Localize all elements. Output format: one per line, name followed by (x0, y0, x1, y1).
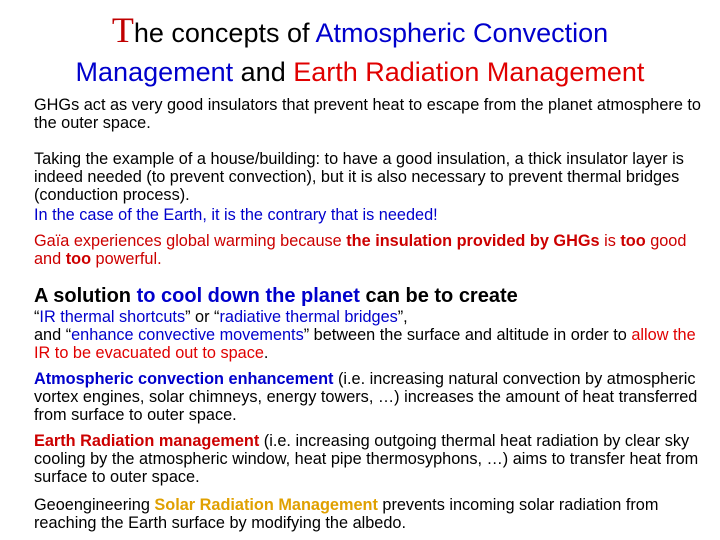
s4-part-a: Geoengineering (34, 496, 155, 514)
s4-part-c: prevents incoming solar radiation from reaching the Earth surface by modifying the albedo. (34, 496, 659, 532)
solution-paragraph-2 (34, 370, 714, 424)
title-highlight-management: Management (75, 57, 234, 87)
intro-paragraph-2: Taking the example of a house/building: to have a good insulation, a thick insulator layer is indeed needed (to prevent convection), but it is also necessary to prevent thermal bridges (conduction process). (34, 150, 684, 204)
title-and: and (233, 57, 294, 87)
s1-part-j: . (263, 344, 269, 362)
s1-allow-ir: allow the IR to be evacuated out to space (34, 326, 696, 362)
title-highlight-convection: Atmospheric Convection (315, 18, 609, 48)
s1-part-c: ” or “ (185, 308, 220, 326)
p4-part-b: the insulation provided by GHGs (346, 232, 600, 250)
p4-part-g: powerful. (91, 250, 162, 268)
solution-paragraph-4 (34, 496, 714, 532)
intro-paragraph-4 (34, 232, 714, 268)
s1-enhance-convective: enhance convective movements (71, 326, 304, 344)
title-text: he concepts of (133, 18, 316, 48)
s1-part-e: ”, (397, 308, 408, 326)
intro-paragraph-3: In the case of the Earth, it is the contrary that is needed! (34, 206, 438, 224)
s2-convection-enhancement: Atmospheric convection enhancement (34, 370, 334, 388)
s3-text: (i.e. increasing outgoing thermal heat radiation by clear sky cooling by the atmospheric window, heat pipe thermosyphons, …) aims to transfer heat from surface to outer space. (34, 432, 699, 486)
p4-part-e: good and (34, 232, 687, 268)
s1-ir-shortcuts: IR thermal shortcuts (39, 308, 186, 326)
s2-text: (i.e. increasing natural convection by atmospheric vortex engines, solar chimneys, energy towers, …) increases the amount of heat transferred from surface to outer space. (34, 370, 698, 424)
s1-part-f: and “ (34, 326, 72, 344)
p4-part-c: is (599, 232, 621, 250)
intro-paragraph-1: GHGs act as very good insulators that prevent heat to escape from the planet atmosphere to the outer space. (34, 96, 701, 132)
p4-part-a: Gaïa experiences global warming because (34, 232, 347, 250)
solution-heading-a: A solution (34, 285, 137, 307)
solution-paragraph-1 (34, 308, 714, 362)
solution-heading-c: can be to create (359, 285, 518, 307)
p4-part-f: too (65, 250, 92, 268)
solution-heading (34, 284, 714, 308)
s1-part-h: ” between the surface and altitude in order to (303, 326, 632, 344)
s1-radiative-bridges: radiative thermal bridges (219, 308, 398, 326)
solution-heading-b: to cool down the planet (136, 285, 360, 307)
title-highlight-earth-radiation: Earth Radiation Management (293, 57, 645, 87)
title-line-1 (0, 10, 720, 50)
s3-earth-radiation-management: Earth Radiation management (34, 432, 260, 450)
title-initial: T (111, 10, 134, 50)
p4-part-d: too (620, 232, 646, 250)
solution-paragraph-3 (34, 432, 714, 486)
title-line-2 (0, 56, 720, 88)
s4-solar-radiation-management: Solar Radiation Management (154, 496, 378, 514)
s1-part-a: “ (34, 308, 40, 326)
